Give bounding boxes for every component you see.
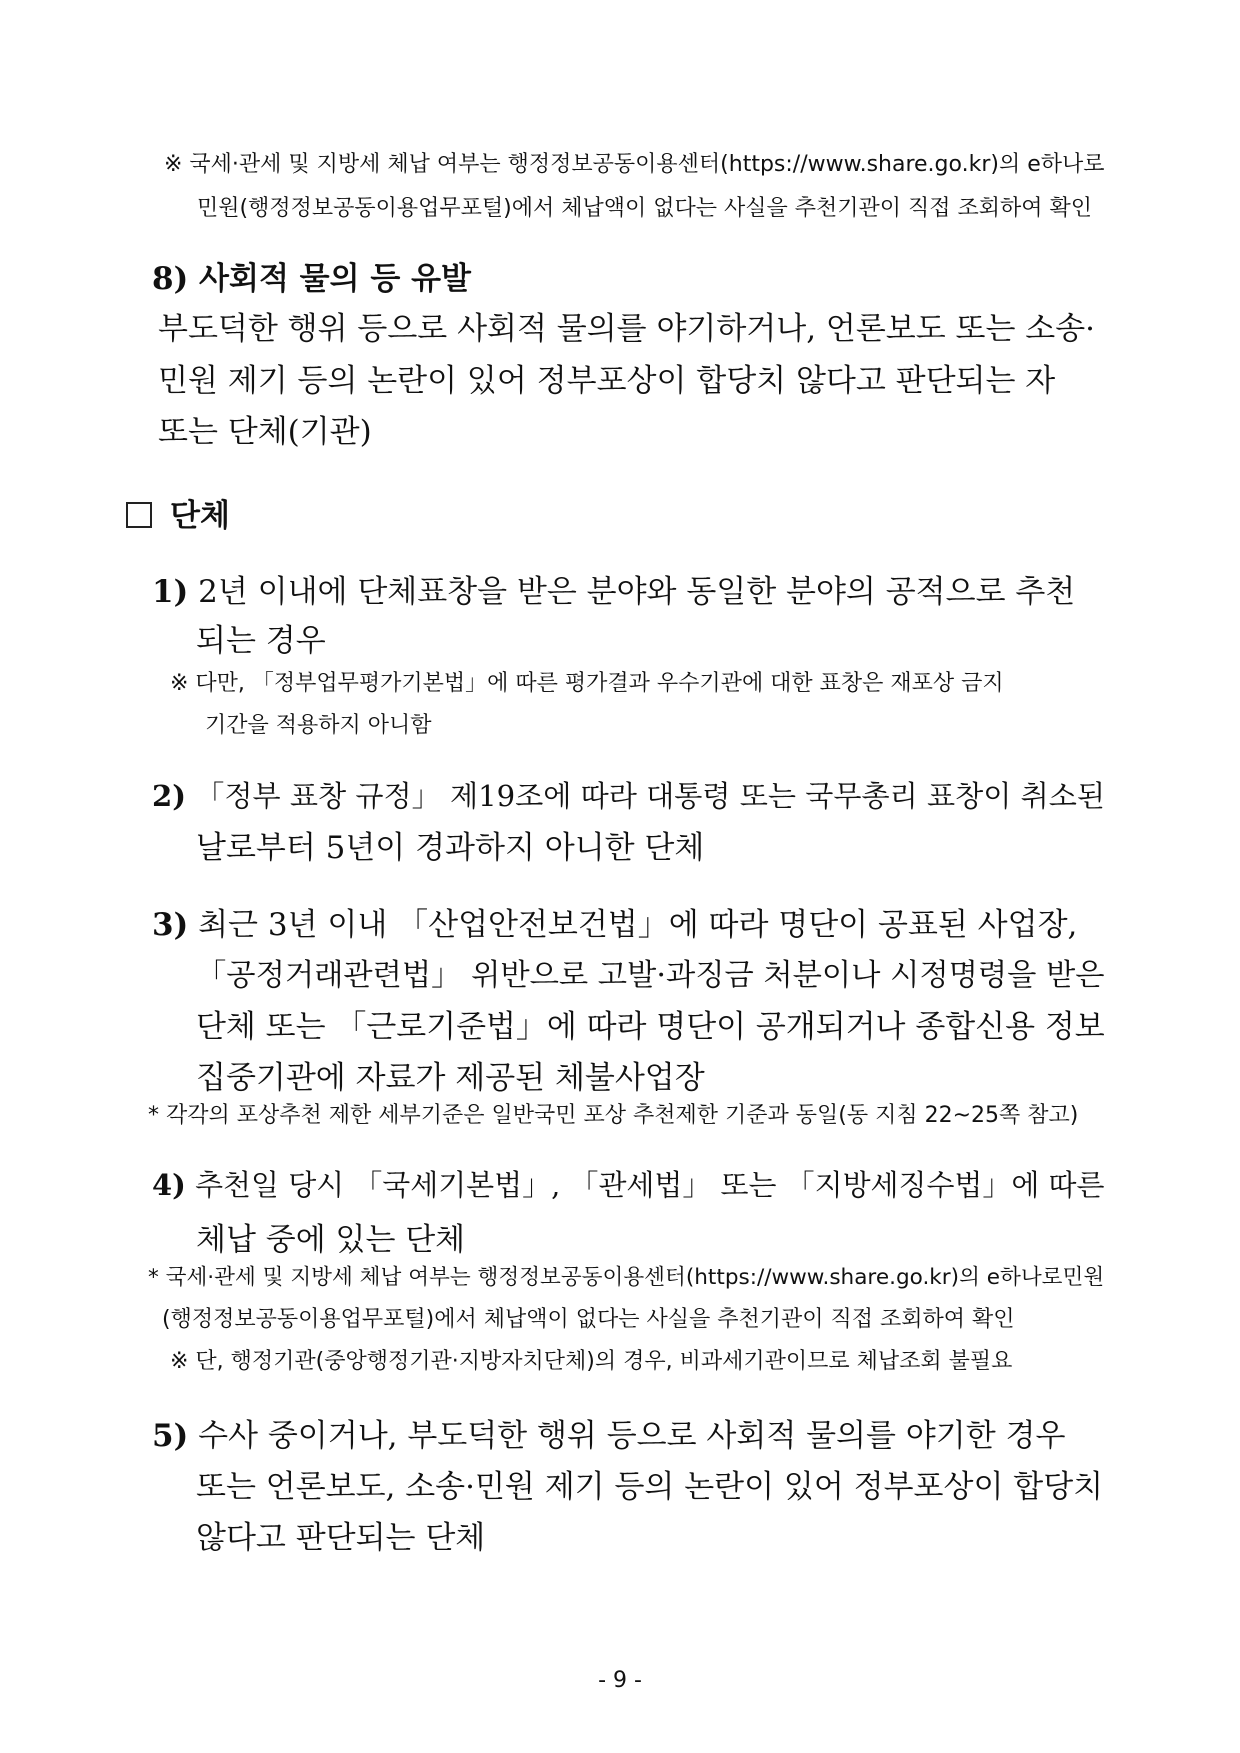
item-8-body-line-1: 부도덕한 행위 등으로 사회적 물의를 야기하거나, 언론보도 또는 소송· xyxy=(158,311,1096,347)
item-8-body-line-2: 민원 제기 등의 논란이 있어 정부포상이 합당치 않다고 판단되는 자 xyxy=(158,363,1056,399)
item-8-heading xyxy=(152,253,471,298)
checkbox-bullet-icon xyxy=(126,502,152,528)
org-item-5-line-3: 않다고 판단되는 단체 xyxy=(196,1520,486,1556)
note-top-line-2: 민원(행정정보공동이용업무포털)에서 체납액이 없다는 사실을 추천기관이 직접 조회하여 확인 xyxy=(197,196,1092,221)
org-item-2-number: 2) xyxy=(152,779,187,813)
org-item-5-line-1 xyxy=(152,1410,1065,1455)
org-item-3-line-4: 집중기관에 자료가 제공된 체불사업장 xyxy=(196,1060,705,1096)
org-item-4-note-3: ※ 단, 행정기관(중앙행정기관·지방자치단체)의 경우, 비과세기관이므로 체납조회 불필요 xyxy=(170,1349,1013,1374)
org-item-5-text: 수사 중이거나, 부도덕한 행위 등으로 사회적 물의를 야기한 경우 xyxy=(198,1418,1066,1454)
item-8-body-line-3: 또는 단체(기관) xyxy=(158,414,372,450)
page-number: - 9 - xyxy=(598,1668,642,1693)
org-item-1-number: 1) xyxy=(152,574,189,610)
section-heading-organization xyxy=(126,490,230,535)
section-title: 단체 xyxy=(170,498,230,534)
org-item-3-note-1: * 각각의 포상추천 제한 세부기준은 일반국민 포상 추천제한 기준과 동일(동 지침 22~25쪽 참고) xyxy=(148,1103,1079,1128)
note-top-line-1: ※ 국세·관세 및 지방세 체납 여부는 행정정보공동이용센터(https://www.share.go.kr)의 e하나로 xyxy=(164,152,1105,177)
org-item-2-line-2: 날로부터 5년이 경과하지 아니한 단체 xyxy=(196,830,705,866)
org-item-4-number: 4) xyxy=(152,1168,186,1202)
org-item-1-text: 2년 이내에 단체표창을 받은 분야와 동일한 분야의 공적으로 추천 xyxy=(198,574,1076,610)
org-item-3-line-2: 「공정거래관련법」 위반으로 고발·과징금 처분이나 시정명령을 받은 xyxy=(196,958,1105,993)
org-item-3-number: 3) xyxy=(152,907,189,943)
org-item-3-line-1 xyxy=(152,899,1077,944)
org-item-4-text: 추천일 당시 「국세기본법」, 「관세법」 또는 「지방세징수법」에 따른 xyxy=(195,1168,1105,1202)
org-item-5-number: 5) xyxy=(152,1418,189,1454)
org-item-4-note-2: (행정정보공동이용업무포털)에서 체납액이 없다는 사실을 추천기관이 직접 조회하여 확인 xyxy=(162,1307,1015,1332)
item-8-title: 사회적 물의 등 유발 xyxy=(199,261,471,297)
org-item-1-line-2: 되는 경우 xyxy=(196,623,326,659)
org-item-3-text: 최근 3년 이내 「산업안전보건법」에 따라 명단이 공표된 사업장, xyxy=(198,907,1078,943)
org-item-1-line-1 xyxy=(152,566,1075,611)
org-item-4-line-1 xyxy=(152,1163,1104,1204)
org-item-5-line-2: 또는 언론보도, 소송·민원 제기 등의 논란이 있어 정부포상이 합당치 xyxy=(196,1469,1104,1505)
org-item-4-note-1: * 국세·관세 및 지방세 체납 여부는 행정정보공동이용센터(https://www.share.go.kr)의 e하나로민원 xyxy=(148,1265,1105,1290)
org-item-1-note-1: ※ 다만, 「정부업무평가기본법」에 따른 평가결과 우수기관에 대한 표창은 재포상 금지 xyxy=(170,671,1004,696)
org-item-2-text: 「정부 표창 규정」 제19조에 따라 대통령 또는 국무총리 표창이 취소된 xyxy=(195,779,1105,813)
org-item-4-line-2: 체납 중에 있는 단체 xyxy=(196,1222,466,1258)
item-8-number: 8) xyxy=(152,261,189,297)
org-item-1-note-2: 기간을 적용하지 아니함 xyxy=(205,713,432,738)
org-item-3-line-3: 단체 또는 「근로기준법」에 따라 명단이 공개되거나 종합신용 정보 xyxy=(196,1009,1105,1045)
org-item-2-line-1 xyxy=(152,773,1105,815)
